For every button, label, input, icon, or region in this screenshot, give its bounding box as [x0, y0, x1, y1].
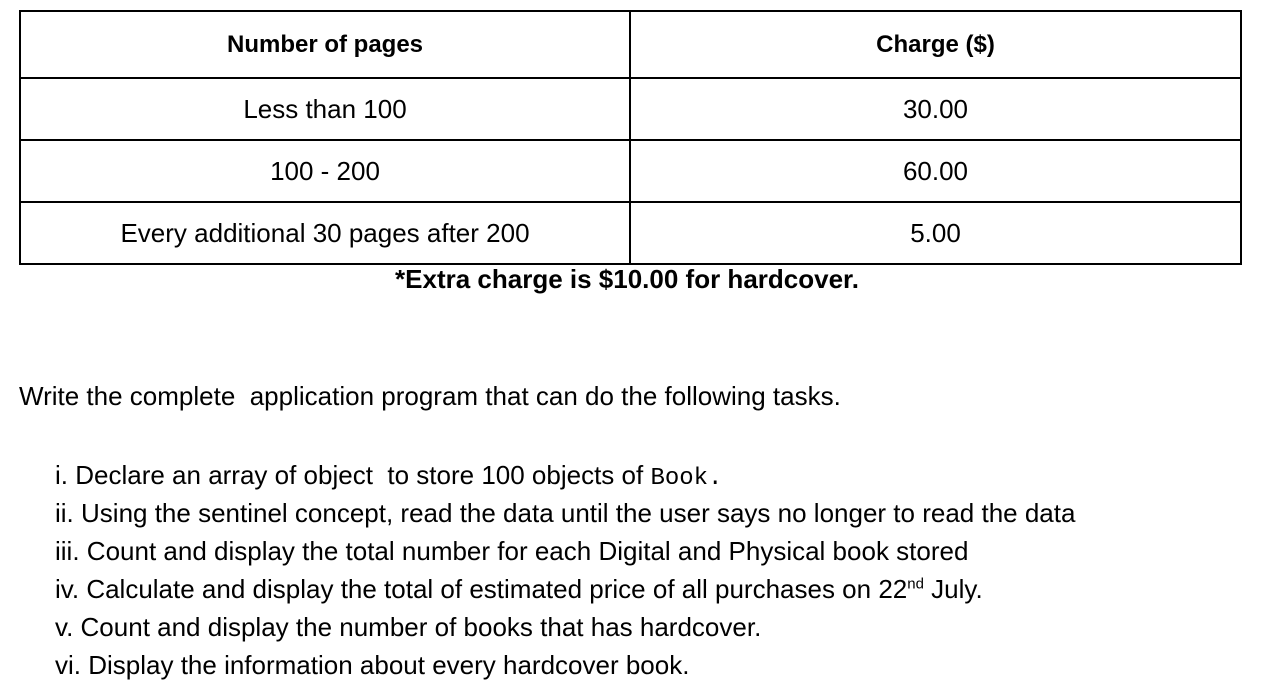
task-number: vi. [55, 650, 81, 680]
charge-cell: 30.00 [630, 78, 1241, 140]
header-charge: Charge ($) [630, 11, 1241, 78]
task-text: Count and display the total number for each Digital and Physical book stored [86, 536, 969, 566]
task-code: Book. [650, 465, 723, 492]
hardcover-note: *Extra charge is $10.00 for hardcover. [395, 264, 859, 294]
pricing-table [19, 10, 1242, 265]
table-header-row [20, 11, 1241, 78]
list-item [55, 646, 1075, 684]
task-number: iii. [55, 536, 80, 566]
task-list [55, 456, 1075, 684]
list-item [55, 494, 1075, 532]
table-row [20, 78, 1241, 140]
pages-cell: Every additional 30 pages after 200 [20, 202, 630, 264]
intro-text: Write the complete application program that can do the following tasks. [19, 381, 841, 411]
list-item [55, 570, 1075, 608]
task-number: ii. [55, 498, 74, 528]
task-text: Declare an array of object to store 100 objects of [75, 460, 651, 490]
task-text: Count and display the number of books that has hardcover. [80, 612, 762, 642]
list-item [55, 532, 1075, 570]
task-text: Using the sentinel concept, read the data until the user says no longer to read the data [81, 498, 1076, 528]
task-number: i. [55, 460, 68, 490]
task-number: v. [55, 612, 74, 642]
table-row [20, 140, 1241, 202]
list-item [55, 608, 1075, 646]
list-item [55, 456, 1075, 494]
task-text: Calculate and display the total of estimated price of all purchases on 22 [86, 574, 908, 604]
pages-cell: 100 - 200 [20, 140, 630, 202]
task-text-after: July. [923, 574, 983, 604]
task-text: Display the information about every hardcover book. [88, 650, 690, 680]
charge-cell: 5.00 [630, 202, 1241, 264]
pages-cell: Less than 100 [20, 78, 630, 140]
task-superscript: nd [907, 575, 924, 593]
header-number-of-pages: Number of pages [20, 11, 630, 78]
task-number: iv. [55, 574, 80, 604]
charge-cell: 60.00 [630, 140, 1241, 202]
table-row [20, 202, 1241, 264]
